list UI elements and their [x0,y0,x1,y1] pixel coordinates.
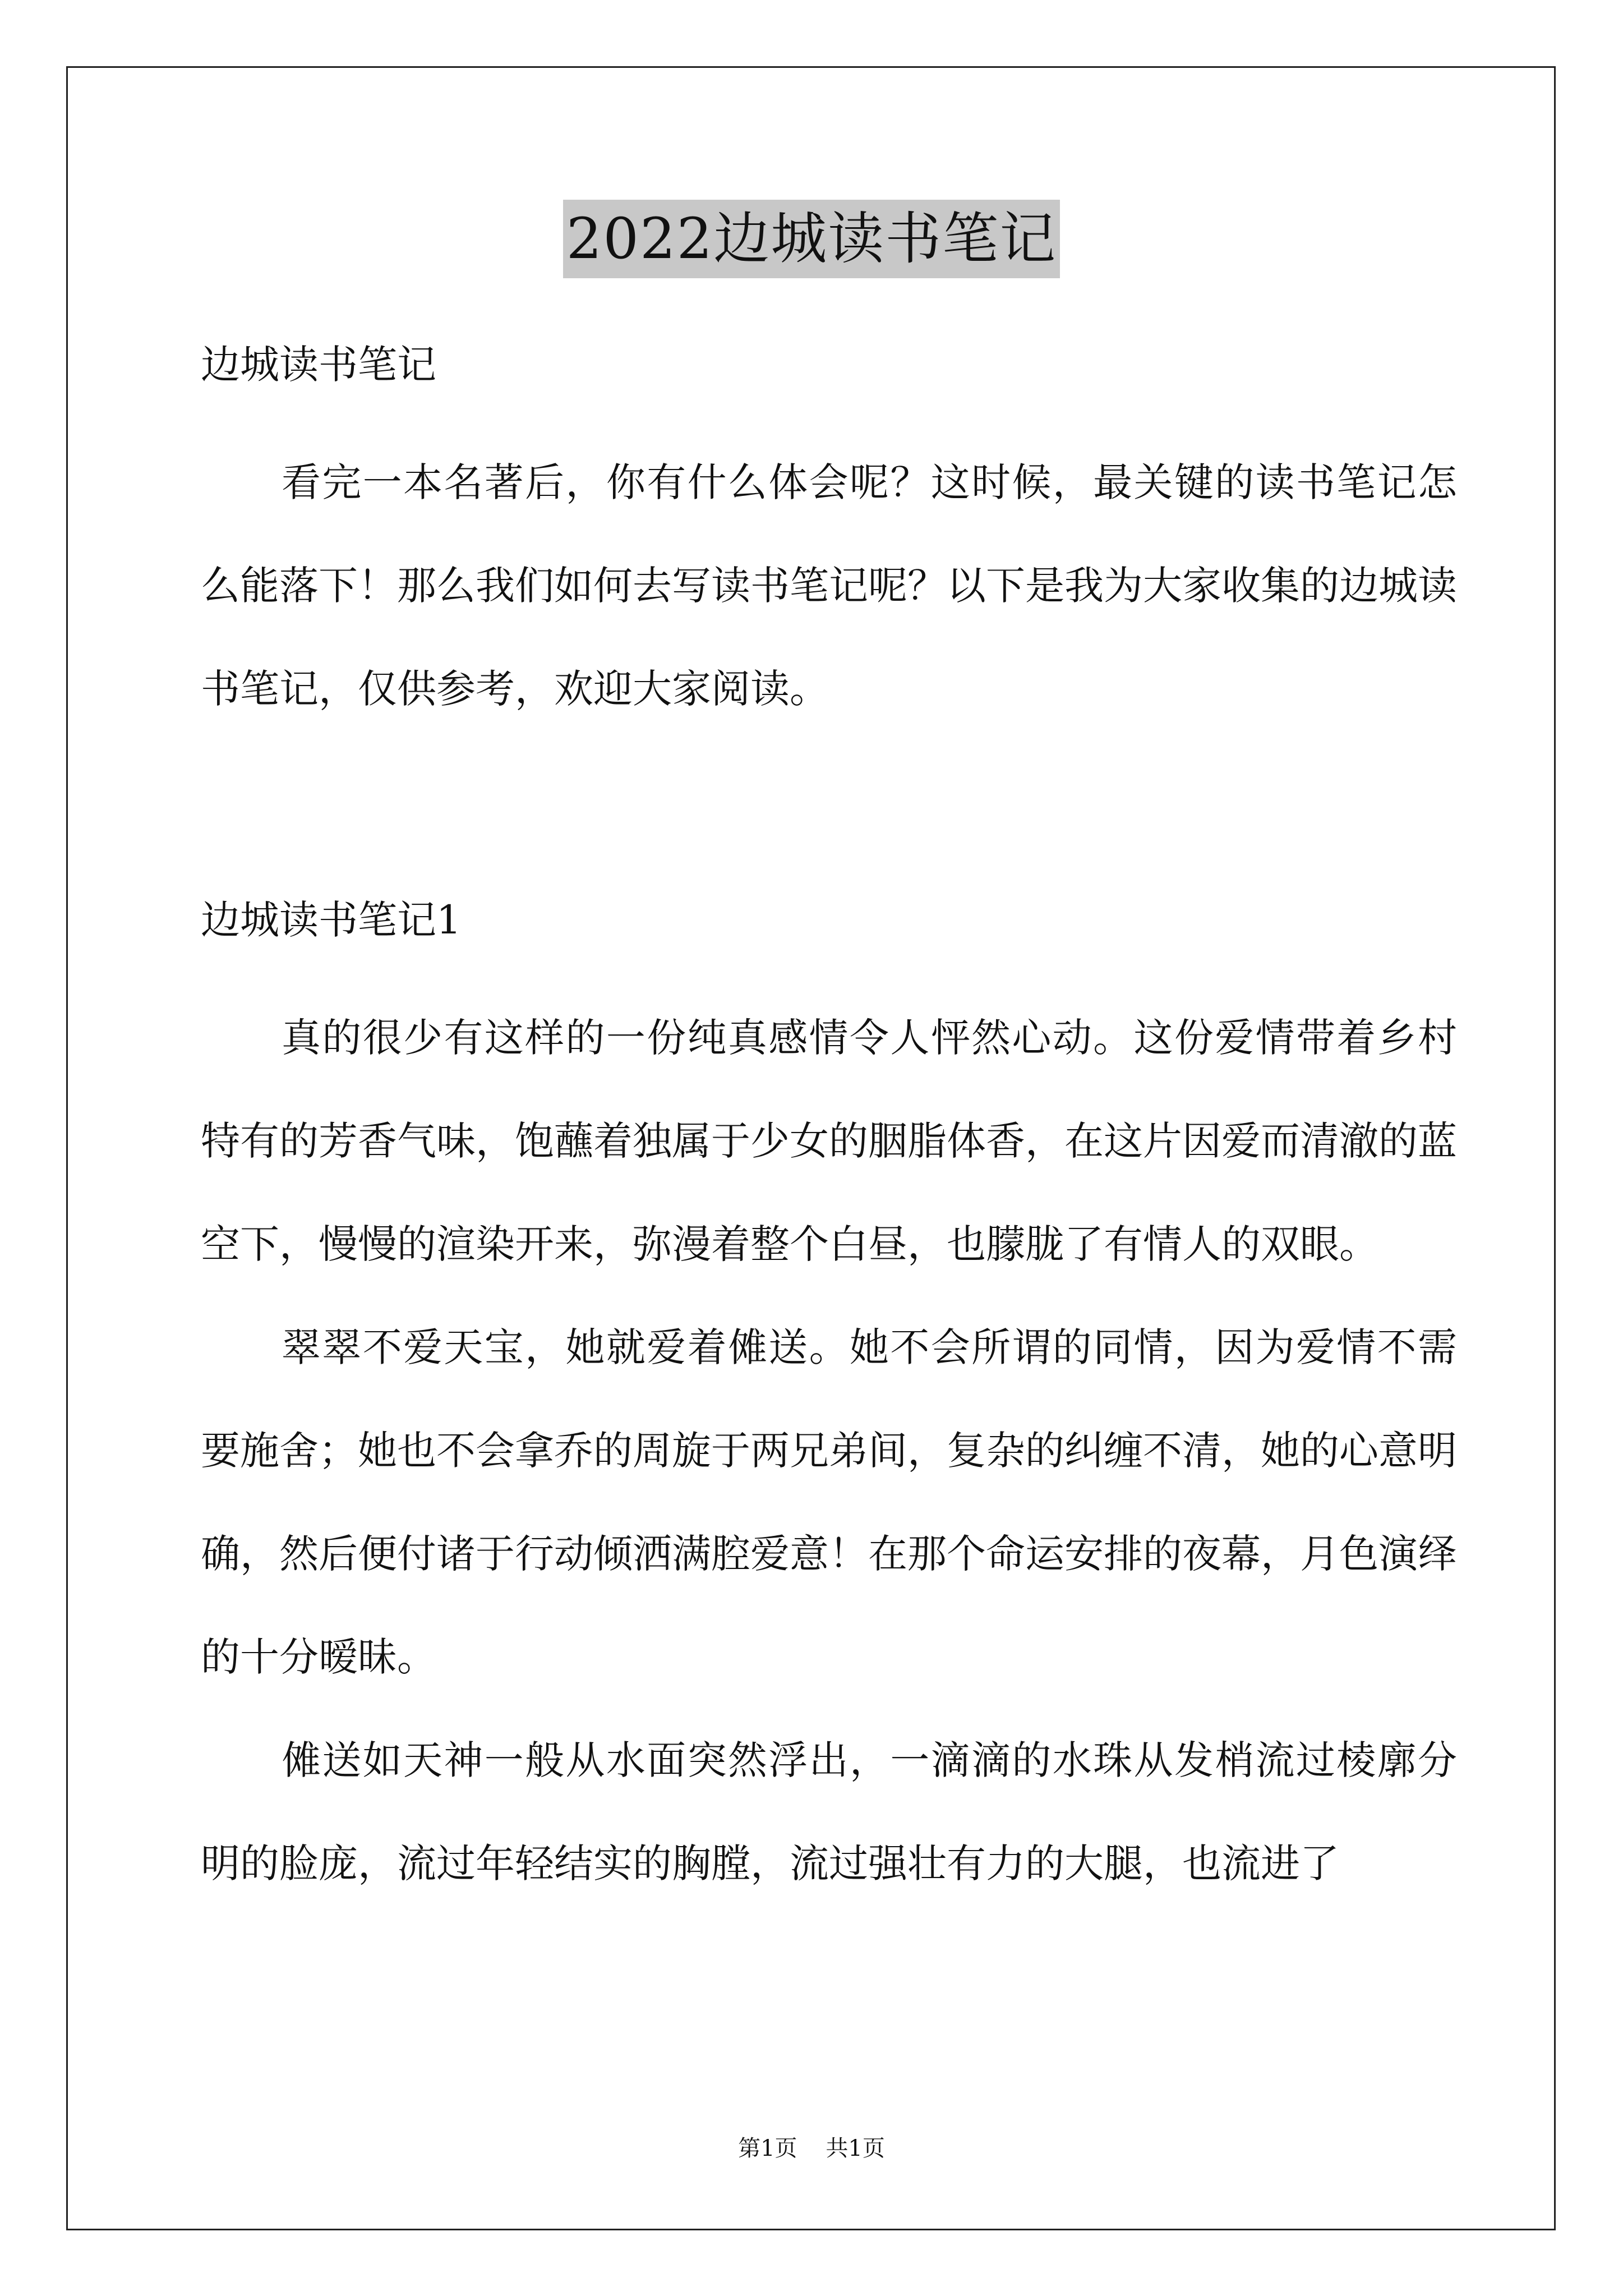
body-paragraph: 翠翠不爱天宝，她就爱着傩送。她不会所谓的同情，因为爱情不需要施舍；她也不会拿乔的周旋于两兄弟间，复杂的纠缠不清，她的心意明确，然后便付诸于行动倾洒满腔爱意！在那个命运安排的夜幕，月色演绎的十分暧昧。 [201,1324,1457,1680]
page-total: 共1页 [826,2136,885,2161]
page-number: 第1页 [738,2136,797,2161]
document-body [201,337,1457,1915]
body-paragraph: 真的很少有这样的一份纯真感情令人怦然心动。这份爱情带着乡村特有的芳香气味，饱蘸着独属于少女的胭脂体香，在这片因爱而清澈的蓝空下，慢慢的渲染开来，弥漫着整个白昼，也朦胧了有情人的双眼。 [201,1015,1457,1267]
section-heading: 边城读书笔记1 [201,897,462,943]
page-footer [0,2132,1623,2165]
intro-heading: 边城读书笔记 [201,342,436,388]
title-container [0,200,1623,278]
document-title: 2022边城读书笔记 [563,200,1061,278]
intro-paragraph: 看完一本名著后，你有什么体会呢？这时候，最关键的读书笔记怎么能落下！那么我们如何去写读书笔记呢？以下是我为大家收集的边城读书笔记，仅供参考，欢迎大家阅读。 [201,459,1457,712]
body-paragraph: 傩送如天神一般从水面突然浮出，一滴滴的水珠从发梢流过棱廓分明的脸庞，流过年轻结实的胸膛，流过强壮有力的大腿，也流进了 [201,1737,1457,1887]
